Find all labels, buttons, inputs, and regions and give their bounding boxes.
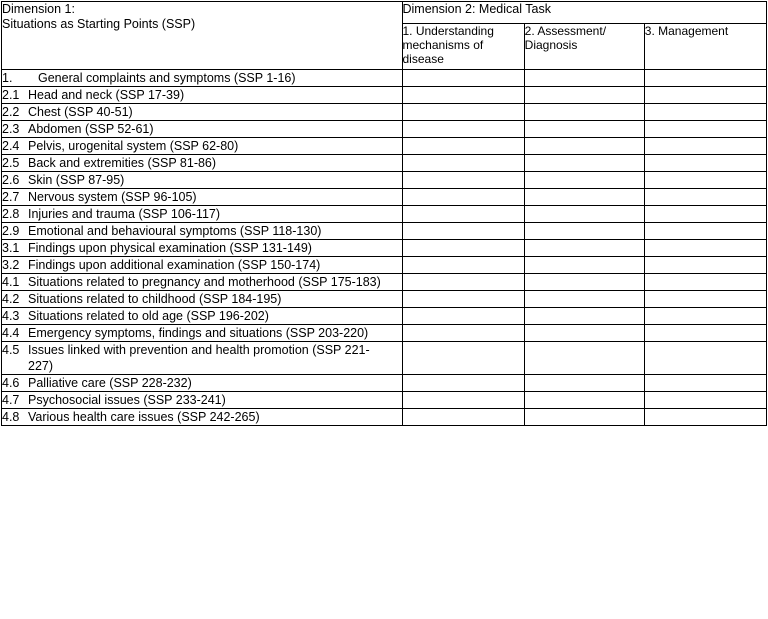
matrix-cell-understanding[interactable]: [402, 121, 524, 138]
ssp-category-cell: [2, 291, 403, 308]
task-header-assessment: 2. Assessment/ Diagnosis: [524, 24, 644, 70]
matrix-cell-understanding[interactable]: [402, 104, 524, 121]
ssp-category-label: Emergency symptoms, findings and situations (SSP 203-220): [28, 326, 369, 340]
matrix-cell-management[interactable]: [644, 87, 766, 104]
table-row: [2, 392, 767, 409]
matrix-cell-understanding[interactable]: [402, 392, 524, 409]
ssp-category-number: 2.2: [2, 105, 20, 119]
ssp-category-number: 2.1: [2, 88, 20, 102]
ssp-category-number: 2.8: [2, 207, 20, 221]
dimension1-title-line2: Situations as Starting Points (SSP): [2, 17, 196, 31]
matrix-cell-management[interactable]: [644, 375, 766, 392]
ssp-category-cell: [2, 409, 403, 426]
ssp-category-label: Abdomen (SSP 52-61): [28, 122, 154, 136]
ssp-category-cell: [2, 138, 403, 155]
matrix-cell-understanding[interactable]: [402, 240, 524, 257]
matrix-cell-management[interactable]: [644, 172, 766, 189]
ssp-category-number: 4.2: [2, 292, 20, 306]
ssp-category-label: Various health care issues (SSP 242-265): [28, 410, 260, 424]
table-row: [2, 138, 767, 155]
table-row: [2, 291, 767, 308]
table-row: [2, 172, 767, 189]
table-body: [2, 70, 767, 426]
ssp-category-cell: [2, 70, 403, 87]
dimension2-header-cell: Dimension 2: Medical Task: [402, 2, 767, 24]
matrix-cell-management[interactable]: [644, 291, 766, 308]
matrix-cell-assessment[interactable]: [524, 392, 644, 409]
table-row: [2, 257, 767, 274]
ssp-category-label: Issues linked with prevention and health promotion (SSP 221-227): [28, 343, 370, 373]
matrix-cell-assessment[interactable]: [524, 138, 644, 155]
task-header-understanding: 1. Understanding mechanisms of disease: [402, 24, 524, 70]
ssp-category-cell: [2, 308, 403, 325]
table-row: [2, 308, 767, 325]
ssp-category-cell: [2, 155, 403, 172]
matrix-cell-understanding[interactable]: [402, 409, 524, 426]
matrix-cell-assessment[interactable]: [524, 409, 644, 426]
table-header: [2, 2, 767, 70]
matrix-cell-assessment[interactable]: [524, 104, 644, 121]
ssp-category-cell: [2, 172, 403, 189]
matrix-cell-management[interactable]: [644, 342, 766, 375]
table-row: [2, 206, 767, 223]
matrix-cell-management[interactable]: [644, 325, 766, 342]
matrix-cell-understanding[interactable]: [402, 308, 524, 325]
ssp-category-number: 2.5: [2, 156, 20, 170]
matrix-cell-assessment[interactable]: [524, 375, 644, 392]
table-row: [2, 223, 767, 240]
ssp-category-cell: [2, 206, 403, 223]
table-row: [2, 274, 767, 291]
matrix-cell-understanding[interactable]: [402, 257, 524, 274]
ssp-category-number: 3.2: [2, 258, 20, 272]
ssp-category-label: Findings upon physical examination (SSP 131-149): [28, 241, 312, 255]
matrix-cell-management[interactable]: [644, 240, 766, 257]
matrix-cell-assessment[interactable]: [524, 325, 644, 342]
ssp-category-cell: [2, 342, 403, 375]
matrix-cell-understanding[interactable]: [402, 70, 524, 87]
matrix-cell-assessment[interactable]: [524, 189, 644, 206]
matrix-cell-management[interactable]: [644, 257, 766, 274]
matrix-cell-assessment[interactable]: [524, 155, 644, 172]
table-row: [2, 375, 767, 392]
ssp-category-label: Situations related to pregnancy and motherhood (SSP 175-183): [28, 275, 381, 289]
matrix-cell-understanding[interactable]: [402, 342, 524, 375]
document-page: [0, 1, 768, 619]
matrix-cell-assessment[interactable]: [524, 121, 644, 138]
matrix-cell-management[interactable]: [644, 223, 766, 240]
ssp-category-cell: [2, 392, 403, 409]
ssp-category-label: General complaints and symptoms (SSP 1-16): [38, 71, 296, 85]
table-row: [2, 121, 767, 138]
matrix-cell-management[interactable]: [644, 138, 766, 155]
ssp-medical-task-matrix: [1, 1, 767, 426]
ssp-category-cell: [2, 223, 403, 240]
matrix-cell-understanding[interactable]: [402, 206, 524, 223]
matrix-cell-management[interactable]: [644, 121, 766, 138]
matrix-cell-understanding[interactable]: [402, 189, 524, 206]
matrix-cell-assessment[interactable]: [524, 342, 644, 375]
matrix-cell-assessment[interactable]: [524, 87, 644, 104]
task-header-management: 3. Management: [644, 24, 766, 70]
ssp-category-label: Situations related to childhood (SSP 184-195): [28, 292, 282, 306]
matrix-cell-assessment[interactable]: [524, 274, 644, 291]
matrix-cell-understanding[interactable]: [402, 138, 524, 155]
ssp-category-number: 4.3: [2, 309, 20, 323]
matrix-cell-understanding[interactable]: [402, 155, 524, 172]
dimension1-header-cell: [2, 2, 403, 70]
matrix-cell-assessment[interactable]: [524, 70, 644, 87]
ssp-category-label: Back and extremities (SSP 81-86): [28, 156, 217, 170]
matrix-cell-assessment[interactable]: [524, 291, 644, 308]
matrix-cell-understanding[interactable]: [402, 87, 524, 104]
dimension1-title-line1: Dimension 1:: [2, 2, 75, 16]
matrix-cell-management[interactable]: [644, 409, 766, 426]
matrix-cell-assessment[interactable]: [524, 172, 644, 189]
matrix-cell-management[interactable]: [644, 189, 766, 206]
ssp-category-label: Skin (SSP 87-95): [28, 173, 125, 187]
table-row: [2, 87, 767, 104]
matrix-cell-assessment[interactable]: [524, 308, 644, 325]
matrix-cell-understanding[interactable]: [402, 291, 524, 308]
header-row-top: [2, 2, 767, 24]
table-row: [2, 325, 767, 342]
matrix-cell-assessment[interactable]: [524, 223, 644, 240]
ssp-category-label: Chest (SSP 40-51): [28, 105, 133, 119]
table-row: [2, 189, 767, 206]
ssp-category-cell: [2, 104, 403, 121]
ssp-category-number: 4.7: [2, 393, 20, 407]
ssp-category-cell: [2, 121, 403, 138]
matrix-cell-understanding[interactable]: [402, 274, 524, 291]
matrix-cell-understanding[interactable]: [402, 375, 524, 392]
ssp-category-label: Emotional and behavioural symptoms (SSP 118-130): [28, 224, 322, 238]
ssp-category-cell: [2, 325, 403, 342]
ssp-category-label: Head and neck (SSP 17-39): [28, 88, 185, 102]
matrix-cell-management[interactable]: [644, 155, 766, 172]
matrix-cell-understanding[interactable]: [402, 172, 524, 189]
ssp-category-label: Nervous system (SSP 96-105): [28, 190, 197, 204]
ssp-category-number: 3.1: [2, 241, 20, 255]
ssp-category-number: 2.7: [2, 190, 20, 204]
table-row: [2, 155, 767, 172]
table-row: [2, 70, 767, 87]
matrix-cell-assessment[interactable]: [524, 240, 644, 257]
ssp-category-number: 4.8: [2, 410, 20, 424]
ssp-category-number: 2.6: [2, 173, 20, 187]
table-row: [2, 240, 767, 257]
matrix-cell-management[interactable]: [644, 70, 766, 87]
matrix-cell-understanding[interactable]: [402, 223, 524, 240]
ssp-category-label: Pelvis, urogenital system (SSP 62-80): [28, 139, 239, 153]
ssp-category-label: Injuries and trauma (SSP 106-117): [28, 207, 221, 221]
ssp-category-number: 1.: [2, 71, 13, 85]
ssp-category-label: Psychosocial issues (SSP 233-241): [28, 393, 226, 407]
ssp-category-number: 4.4: [2, 326, 20, 340]
ssp-category-number: 4.5: [2, 343, 20, 357]
ssp-category-cell: [2, 87, 403, 104]
ssp-category-number: 2.4: [2, 139, 20, 153]
ssp-category-label: Palliative care (SSP 228-232): [28, 376, 192, 390]
matrix-cell-management[interactable]: [644, 274, 766, 291]
matrix-cell-management[interactable]: [644, 206, 766, 223]
ssp-category-number: 2.3: [2, 122, 20, 136]
ssp-category-number: 2.9: [2, 224, 20, 238]
matrix-cell-understanding[interactable]: [402, 325, 524, 342]
matrix-cell-management[interactable]: [644, 392, 766, 409]
ssp-category-number: 4.1: [2, 275, 20, 289]
ssp-category-label: Findings upon additional examination (SSP 150-174): [28, 258, 321, 272]
table-row: [2, 342, 767, 375]
matrix-cell-assessment[interactable]: [524, 206, 644, 223]
ssp-category-label: Situations related to old age (SSP 196-202): [28, 309, 269, 323]
ssp-category-cell: [2, 257, 403, 274]
ssp-category-cell: [2, 274, 403, 291]
ssp-category-number: 4.6: [2, 376, 20, 390]
table-row: [2, 409, 767, 426]
ssp-category-cell: [2, 375, 403, 392]
table-row: [2, 104, 767, 121]
matrix-cell-management[interactable]: [644, 104, 766, 121]
matrix-cell-management[interactable]: [644, 308, 766, 325]
ssp-category-cell: [2, 189, 403, 206]
ssp-category-cell: [2, 240, 403, 257]
matrix-cell-assessment[interactable]: [524, 257, 644, 274]
